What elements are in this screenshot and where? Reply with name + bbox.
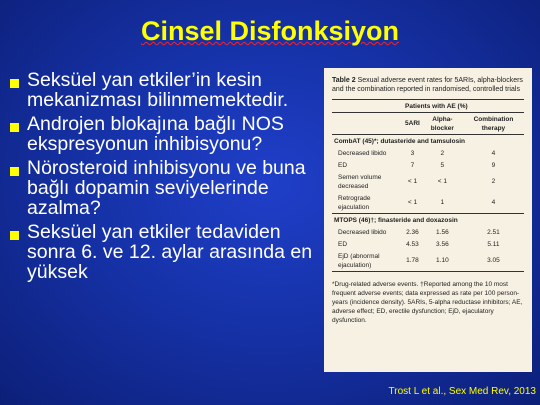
table-section-header: CombAT (45)*; dutasteride and tamsulosin [332,135,524,148]
slide-title: Cinsel Disfonksiyon [140,16,400,46]
bullet-square-icon [10,167,19,176]
table-row: Semen volume decreased < 1 < 1 2 [338,173,496,190]
table-row: ED 4.53 3.56 5.11 [338,240,500,248]
table-row: Decreased libido 2.36 1.56 2.51 [338,228,500,236]
table-header-row [332,100,524,113]
citation: Trost L et al., Sex Med Rev, 2013 [388,386,536,397]
bullet-square-icon [10,231,19,240]
table-caption-text: Sexual adverse event rates for 5ARIs, alpha-blockers and the combination reported in randomised, controlled trials [332,77,523,93]
table-footnote: *Drug-related adverse events. †Reported among the 10 most frequent adverse events; data expressed as rate per 100 person-years (incidence density). 5ARIs, 5-alpha reductase inhibitors; AE, adverse effect; ED, erectile dysfunction; EjD, ejaculatory dysfunction. [332,281,523,324]
bullet-square-icon [10,123,19,132]
table-caption [332,76,524,94]
table-header-row [332,113,524,135]
bullet-item [10,222,325,282]
table-row: Decreased libido 3 2 4 [338,149,496,157]
bullet-item [10,114,325,154]
bullet-item [10,158,325,218]
adverse-events-table [332,99,524,272]
col-header-combination: Combination therapy [463,113,524,135]
bullet-square-icon [10,79,19,88]
bullet-text: Seksüel yan etkiler tedaviden sonra 6. ve 12. aylar arasında en yüksek [27,221,313,283]
bullet-item [10,70,325,110]
bullet-text: Androjen blokajına bağlı NOS ekspresyonun inhibisyonu? [27,113,284,155]
col-header-alpha-blocker: Alpha-blocker [422,113,463,135]
group-header: Patients with AE (%) [403,100,524,113]
table-row: Retrograde ejaculation < 1 1 4 [338,194,496,211]
bullet-text: Nörosteroid inhibisyonu ve buna bağlı dopamin seviyelerinde azalma? [27,157,306,219]
col-header-5ari: 5ARI [403,113,422,135]
bullet-text: Seksüel yan etkiler’in kesin mekanizması bilinmemektedir. [27,69,289,111]
bullet-list [10,70,325,286]
adverse-events-table-panel [324,68,532,372]
table-section-header: MTOPS (46)†; finasteride and doxazosin [332,214,524,227]
table-row: EjD (abnormal ejaculation) 1.78 1.10 3.05 [332,250,524,272]
table-row: ED 7 5 9 [338,161,496,169]
table-caption-label: Table 2 [332,77,356,84]
